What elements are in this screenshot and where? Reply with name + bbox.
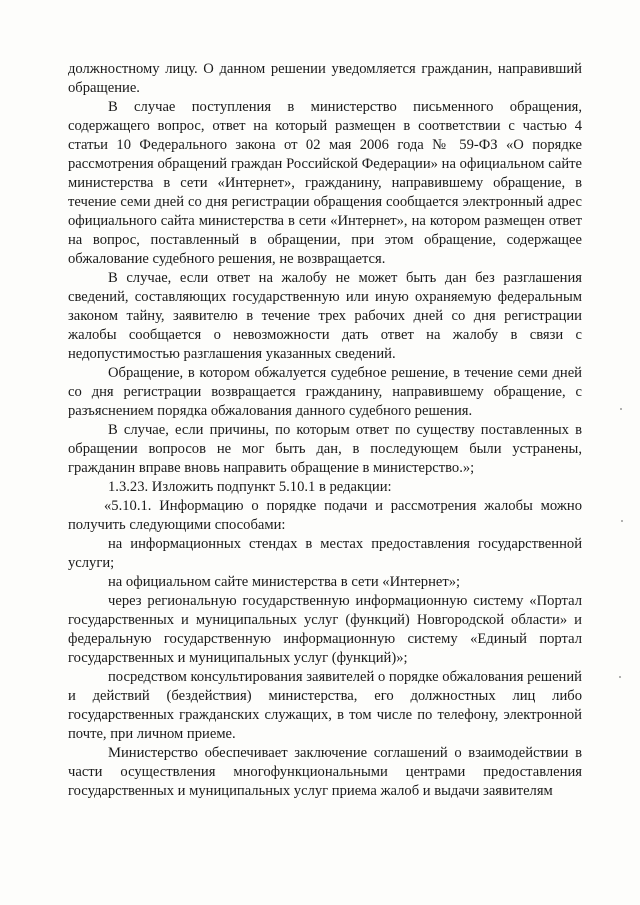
paragraph-6: 1.3.23. Изложить подпункт 5.10.1 в редакции:: [108, 479, 392, 495]
scan-speck: [619, 676, 621, 678]
scan-speck: [621, 520, 623, 522]
paragraph-2: В случае поступления в министерство письменного обращения, содержащего вопрос, ответ на который размещен в соответствии с частью 4 статьи 10 Федерального закона от 02 мая 2006 года № 59-ФЗ «О порядке рассмотрения обращений граждан Российской Федерации» на официальном сайте министерства в сети «Интернет», гражданину, направившему обращение, в течение семи дней со дня регистрации обращения сообщается электронный адрес официального сайта министерства в сети «Интернет», на котором размещен ответ на вопрос, поставленный в обращении, при этом обращение, содержащее обжалование судебного решения, не возвращается.: [68, 99, 582, 267]
paragraph-7: «5.10.1. Информацию о порядке подачи и рассмотрения жалобы можно получить следующими способами:: [68, 498, 582, 533]
paragraph-8: на информационных стендах в местах предоставления государственной услуги;: [68, 536, 582, 571]
paragraph-10: через региональную государственную информационную систему «Портал государственных и муниципальных услуг (функций) Новгородской области» и федеральную государственную информационную систему «Единый портал государственных и муниципальных услуг (функций)»;: [68, 593, 582, 666]
paragraph-9: на официальном сайте министерства в сети «Интернет»;: [108, 574, 461, 590]
paragraph-5: В случае, если причины, по которым ответ по существу поставленных в обращении вопросов не мог быть дан, в последующем были устранены, гражданин вправе вновь направить обращение в министерство.»;: [68, 422, 582, 476]
paragraph-12: Министерство обеспечивает заключение соглашений о взаимодействии в части осуществления многофункциональными центрами предоставления государственных и муниципальных услуг приема жалоб и выдачи заявителям: [68, 745, 582, 799]
document-body: [68, 60, 582, 801]
paragraph-1: должностному лицу. О данном решении уведомляется гражданин, направивший обращение.: [68, 61, 582, 96]
scan-speck: [620, 408, 622, 410]
paragraph-11: посредством консультирования заявителей о порядке обжалования решений и действий (бездействия) министерства, его должностных лиц либо государственных гражданских служащих, в том числе по телефону, электронной почте, при личном приеме.: [68, 669, 582, 742]
paragraph-3: В случае, если ответ на жалобу не может быть дан без разглашения сведений, составляющих государственную или иную охраняемую федеральным законом тайну, заявителю в течение трех рабочих дней со дня регистрации жалобы сообщается о невозможности дать ответ на жалобу в связи с недопустимостью разглашения указанных сведений.: [68, 270, 582, 362]
paragraph-4: Обращение, в котором обжалуется судебное решение, в течение семи дней со дня регистрации возвращается гражданину, направившему обращение, с разъяснением порядка обжалования данного судебного решения.: [68, 365, 582, 419]
